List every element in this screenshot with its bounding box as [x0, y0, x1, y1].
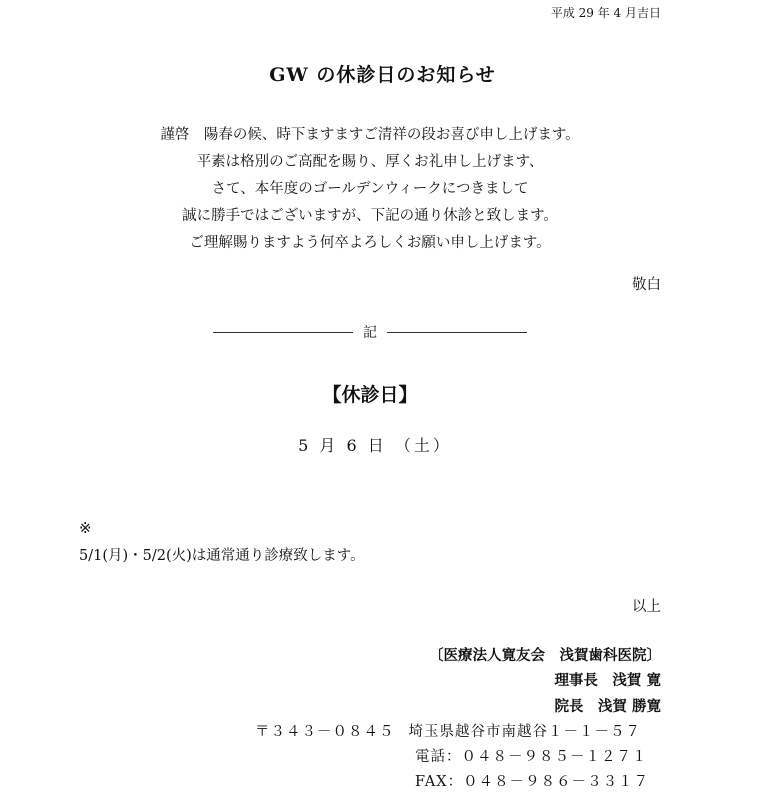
- closing-ijou: 以上: [632, 599, 661, 615]
- clinic-address: [255, 720, 641, 741]
- clinic-phone: 電話：０４８－９８５－１２７１: [415, 749, 648, 765]
- closing-keigu: 敬白: [632, 277, 661, 293]
- director-name: 院長 浅賀 勝寛: [554, 698, 661, 715]
- street-address: 埼玉県越谷市南越谷１－１－５７: [408, 724, 641, 740]
- left-rule: [213, 332, 353, 333]
- clinic-fax: FAX：０４８－９８６－３３１７: [415, 774, 650, 790]
- notice-title: GW の休診日のお知らせ: [269, 64, 496, 86]
- holiday-date: 5 月 6 日 （土）: [298, 436, 452, 455]
- body-line: 平素は格別のご高配を賜り、厚くお礼申し上げます、: [196, 154, 544, 170]
- body-line: 謹啓 陽春の候、時下ますますご清祥の段お喜び申し上げます。: [160, 127, 580, 143]
- postal-code: 〒３４３－０８４５: [255, 724, 395, 740]
- holiday-heading: 【休診日】: [322, 384, 418, 406]
- body-line: 誠に勝手ではございますが、下記の通り休診と致します。: [182, 208, 558, 224]
- body-line: さて、本年度のゴールデンウィークにつきまして: [211, 181, 529, 197]
- chairman-name: 理事長 浅賀 寛: [554, 672, 661, 689]
- note-text: 5/1(月)・5/2(火)は通常通り診療致します。: [79, 548, 365, 564]
- notice-body: [0, 122, 740, 257]
- note-mark: ※: [79, 519, 92, 537]
- right-rule: [387, 332, 527, 333]
- ki-label: 記: [363, 325, 377, 341]
- clinic-organization: 〔医療法人寛友会 浅賀歯科医院〕: [429, 647, 661, 664]
- body-line: ご理解賜りますよう何卒よろしくお願い申し上げます。: [189, 235, 551, 251]
- issue-date: 平成 29 年 4 月吉日: [550, 6, 661, 20]
- ki-separator: [0, 322, 740, 342]
